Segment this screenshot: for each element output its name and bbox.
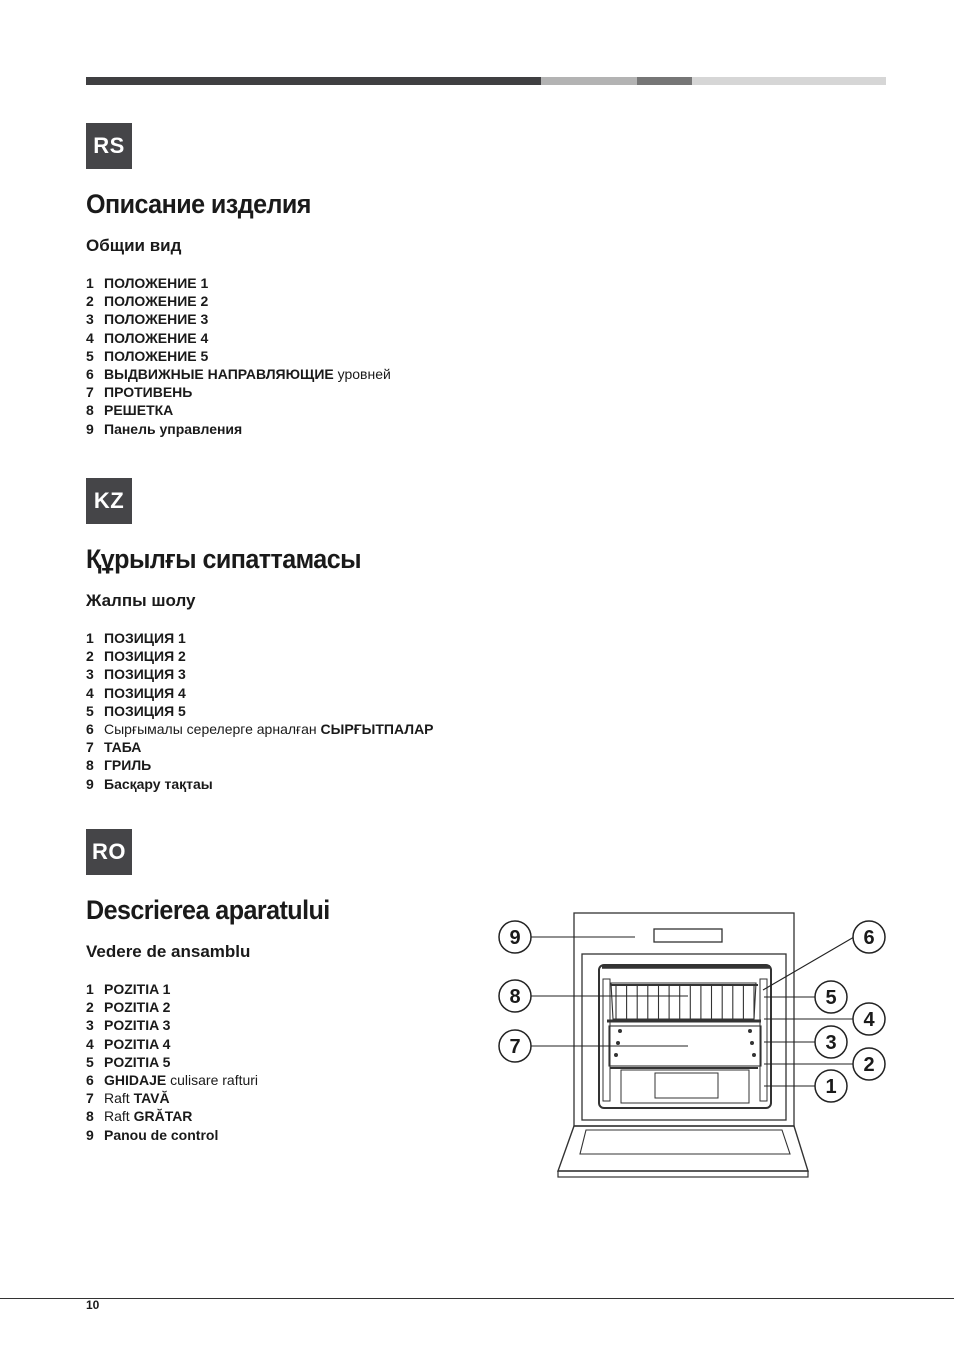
list-item-label: ПОЛОЖЕНИЕ 2 bbox=[104, 293, 209, 310]
list-item-label: СЫРҒЫТПАЛАР bbox=[320, 721, 434, 738]
list-item-label: ПОЛОЖЕНИЕ 5 bbox=[104, 347, 209, 364]
list-item bbox=[86, 347, 391, 365]
grill-rack-bars bbox=[611, 985, 758, 1019]
top-color-bar bbox=[86, 77, 886, 85]
list-item-number: 4 bbox=[86, 684, 94, 701]
list-item bbox=[86, 1016, 258, 1034]
list-item bbox=[86, 684, 434, 702]
list-item-number: 4 bbox=[86, 329, 94, 346]
list-item-label: Басқару тақтаы bbox=[104, 775, 213, 792]
list-item-number: 1 bbox=[86, 981, 94, 997]
list-item bbox=[86, 329, 391, 347]
list-item-label: ПРОТИВЕНЬ bbox=[104, 384, 193, 401]
list-item bbox=[86, 1071, 258, 1089]
parts-list-rs bbox=[86, 274, 391, 438]
list-item bbox=[86, 702, 434, 720]
language-badge-ro: RO bbox=[86, 829, 132, 875]
leader-line-6 bbox=[763, 937, 854, 990]
control-panel-display bbox=[654, 929, 722, 942]
guide-dot bbox=[614, 1053, 618, 1057]
list-item-label: ПОЗИЦИЯ 3 bbox=[104, 666, 186, 683]
list-item-label: ГРИЛЬ bbox=[104, 757, 152, 774]
door-glass bbox=[580, 1130, 790, 1154]
guide-dot bbox=[752, 1053, 756, 1057]
list-item bbox=[86, 1053, 258, 1071]
parts-list-ro bbox=[86, 980, 258, 1144]
callout-label-5: 5 bbox=[825, 987, 837, 1009]
list-item-label: ПОЛОЖЕНИЕ 1 bbox=[104, 275, 209, 291]
list-item-number: 9 bbox=[86, 1126, 94, 1143]
oven-diagram bbox=[492, 905, 892, 1185]
list-item-number: 8 bbox=[86, 757, 94, 774]
list-item-number: 1 bbox=[86, 630, 94, 646]
list-item bbox=[86, 756, 434, 774]
list-item-label: GRĂTAR bbox=[133, 1108, 193, 1125]
list-item bbox=[86, 647, 434, 665]
list-item-number: 3 bbox=[86, 1017, 94, 1034]
list-item-number: 5 bbox=[86, 1053, 94, 1070]
callout-label-4: 4 bbox=[863, 1009, 875, 1031]
list-item-number: 7 bbox=[86, 1090, 94, 1107]
list-item-label: POZITIA 4 bbox=[104, 1035, 171, 1052]
list-item bbox=[86, 665, 434, 683]
list-item-label: ПОЗИЦИЯ 5 bbox=[104, 702, 186, 719]
list-item bbox=[86, 274, 391, 292]
list-item-label: POZITIA 5 bbox=[104, 1053, 171, 1070]
list-item-label: POZITIA 1 bbox=[104, 981, 171, 997]
callout-label-2: 2 bbox=[863, 1054, 875, 1076]
list-item bbox=[86, 365, 391, 383]
list-item-number: 2 bbox=[86, 293, 94, 310]
top-bar-segment-pale bbox=[692, 77, 886, 85]
list-item bbox=[86, 629, 434, 647]
list-item bbox=[86, 1126, 258, 1144]
list-item-number: 7 bbox=[86, 739, 94, 756]
callout-label-9: 9 bbox=[509, 927, 521, 949]
section-title-rs: Описание изделия bbox=[86, 189, 311, 219]
floor-recess bbox=[655, 1073, 718, 1098]
oven-inner-frame bbox=[582, 954, 786, 1120]
list-item-number: 6 bbox=[86, 366, 94, 383]
footer-rule bbox=[0, 1298, 954, 1299]
list-item-label: ВЫДВИЖНЫЕ НАПРАВЛЯЮЩИЕ bbox=[104, 366, 334, 383]
list-item bbox=[86, 383, 391, 401]
list-item-label: POZITIA 3 bbox=[104, 1017, 171, 1034]
language-badge-rs: RS bbox=[86, 123, 132, 169]
list-item-number: 2 bbox=[86, 648, 94, 665]
list-item bbox=[86, 998, 258, 1016]
list-item-label: ПОЗИЦИЯ 2 bbox=[104, 648, 186, 665]
list-item-label: ПОЗИЦИЯ 4 bbox=[104, 684, 186, 701]
list-item-label: ПОЗИЦИЯ 1 bbox=[104, 630, 186, 646]
list-item bbox=[86, 1089, 258, 1107]
list-item-text: Сырғымалы серелерге арналған bbox=[104, 721, 321, 738]
list-item-number: 2 bbox=[86, 999, 94, 1016]
oven-door bbox=[558, 1126, 808, 1171]
list-item bbox=[86, 738, 434, 756]
list-item bbox=[86, 720, 434, 738]
top-bar-segment-mid bbox=[637, 77, 692, 85]
list-item bbox=[86, 775, 434, 793]
list-item bbox=[86, 1107, 258, 1125]
list-item bbox=[86, 980, 258, 998]
list-item-number: 6 bbox=[86, 721, 94, 738]
callout-label-3: 3 bbox=[825, 1032, 837, 1054]
list-item bbox=[86, 292, 391, 310]
list-item-text: уровней bbox=[333, 366, 391, 383]
list-item bbox=[86, 310, 391, 328]
list-item-number: 9 bbox=[86, 775, 94, 792]
list-item-number: 8 bbox=[86, 402, 94, 419]
door-bottom-edge bbox=[558, 1171, 808, 1177]
top-bar-segment-dark bbox=[86, 77, 541, 85]
list-item-number: 3 bbox=[86, 666, 94, 683]
list-item-number: 3 bbox=[86, 311, 94, 328]
guide-dot bbox=[616, 1041, 620, 1045]
list-item-number: 5 bbox=[86, 702, 94, 719]
list-item-label: РЕШЕТКА bbox=[104, 402, 174, 419]
section-subtitle-ro: Vedere de ansamblu bbox=[86, 942, 251, 961]
list-item-number: 4 bbox=[86, 1035, 94, 1052]
list-item-label: ПОЛОЖЕНИЕ 3 bbox=[104, 311, 209, 328]
list-item-label: Панель управления bbox=[104, 420, 243, 437]
list-item-number: 8 bbox=[86, 1108, 94, 1125]
cavity-back-wall bbox=[611, 983, 756, 1019]
section-subtitle-rs: Общии вид bbox=[86, 236, 182, 255]
list-item-number: 9 bbox=[86, 420, 94, 437]
list-item-label: ПОЛОЖЕНИЕ 4 bbox=[104, 329, 209, 346]
list-item-label: GHIDAJE bbox=[104, 1072, 167, 1089]
list-item-number: 1 bbox=[86, 275, 94, 291]
list-item-label: Panou de control bbox=[104, 1126, 219, 1143]
guide-dot bbox=[748, 1029, 752, 1033]
section-title-ro: Descrierea aparatului bbox=[86, 895, 330, 925]
list-item-label: TAVĂ bbox=[133, 1090, 170, 1107]
list-item-number: 6 bbox=[86, 1072, 94, 1089]
callout-label-1: 1 bbox=[825, 1076, 837, 1098]
list-item-number: 7 bbox=[86, 384, 94, 401]
callout-label-6: 6 bbox=[863, 927, 875, 949]
list-item bbox=[86, 420, 391, 438]
list-item-label: ТАБА bbox=[104, 739, 142, 756]
section-title-kz: Құрылғы сипаттамасы bbox=[86, 544, 362, 574]
parts-list-kz bbox=[86, 629, 434, 793]
guide-dot bbox=[750, 1041, 754, 1045]
list-item bbox=[86, 1035, 258, 1053]
list-item-text: Raft bbox=[104, 1108, 134, 1125]
top-bar-segment-light bbox=[541, 77, 637, 85]
list-item-number: 5 bbox=[86, 347, 94, 364]
oven-cavity bbox=[599, 965, 771, 1108]
list-item-text: culisare rafturi bbox=[166, 1072, 259, 1089]
page-number: 10 bbox=[86, 1298, 100, 1312]
guide-dot bbox=[618, 1029, 622, 1033]
list-item-label: POZITIA 2 bbox=[104, 999, 171, 1016]
callout-label-7: 7 bbox=[509, 1036, 521, 1058]
list-item-text: Raft bbox=[104, 1090, 134, 1107]
section-subtitle-kz: Жалпы шолу bbox=[86, 591, 196, 610]
callout-label-8: 8 bbox=[509, 986, 521, 1008]
language-badge-kz: KZ bbox=[86, 478, 132, 524]
list-item bbox=[86, 401, 391, 419]
